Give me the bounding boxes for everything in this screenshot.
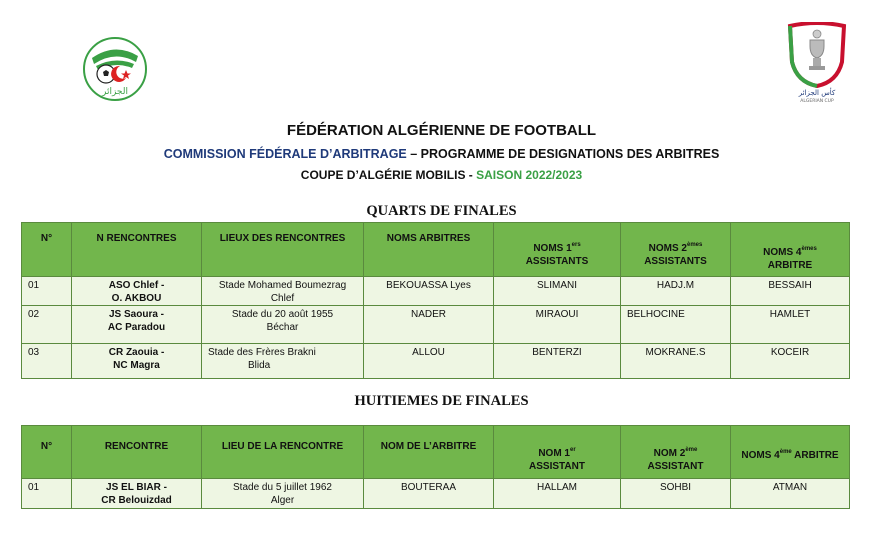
row-assistant2: BELHOCINE — [621, 306, 731, 344]
row-fourth: BESSAIH — [731, 277, 850, 306]
col-assistant1: NOM 1er ASSISTANT — [494, 426, 621, 479]
col-assistant2: NOMS 2èmes ASSISTANTS — [621, 223, 731, 277]
huitiemes-title: HUITIEMES DE FINALES — [354, 393, 529, 409]
col-venue: LIEU DE LA RENCONTRE — [202, 426, 364, 479]
col-num: N° — [22, 223, 72, 277]
svg-text:ALGERIAN CUP: ALGERIAN CUP — [800, 99, 834, 104]
row-match: CR Zaouia - NC Magra — [72, 344, 202, 379]
quarts-table — [21, 222, 850, 379]
commission-name: COMMISSION FÉDÉRALE D’ARBITRAGE — [163, 147, 407, 161]
huitiemes-table — [21, 425, 850, 509]
federation-title: FÉDÉRATION ALGÉRIENNE DE FOOTBALL — [286, 122, 597, 139]
row-assistant1: HALLAM — [494, 479, 621, 509]
row-assistant2: MOKRANE.S — [621, 344, 731, 379]
svg-text:الجزائر: الجزائر — [102, 87, 128, 97]
row-referee: ALLOU — [364, 344, 494, 379]
row-referee: BOUTERAA — [364, 479, 494, 509]
row-num: 01 — [22, 479, 72, 509]
row-assistant1: MIRAOUI — [494, 306, 621, 344]
row-fourth: HAMLET — [731, 306, 850, 344]
table-row — [22, 277, 850, 306]
col-fourth: NOMS 4èmes ARBITRE — [731, 223, 850, 277]
table-row — [22, 306, 850, 344]
svg-text:كأس الجزائر: كأس الجزائر — [798, 89, 836, 97]
row-referee: BEKOUASSA Lyes — [364, 277, 494, 306]
col-match: N RENCONTRES — [72, 223, 202, 277]
programme-name: – PROGRAMME DE DESIGNATIONS DES ARBITRES — [406, 147, 720, 161]
row-assistant1: BENTERZI — [494, 344, 621, 379]
table-row — [22, 479, 850, 509]
col-venue: LIEUX DES RENCONTRES — [202, 223, 364, 277]
row-num: 01 — [22, 277, 72, 306]
row-venue: Stade des Frères Brakni Blida — [202, 344, 364, 379]
col-num: N° — [22, 426, 72, 479]
cup-line — [0, 168, 883, 182]
season-label: SAISON 2022/2023 — [476, 168, 583, 182]
col-assistant1: NOMS 1ers ASSISTANTS — [494, 223, 621, 277]
row-match: JS Saoura - AC Paradou — [72, 306, 202, 344]
col-referee: NOMS ARBITRES — [364, 223, 494, 277]
row-fourth: ATMAN — [731, 479, 850, 509]
table-row — [22, 344, 850, 379]
row-venue: Stade du 5 juillet 1962 Alger — [202, 479, 364, 509]
commission-line — [0, 147, 883, 161]
cup-name: COUPE D’ALGÉRIE MOBILIS - — [300, 168, 477, 182]
row-fourth: KOCEIR — [731, 344, 850, 379]
algerian-cup-logo — [782, 22, 852, 104]
col-referee: NOM DE L’ARBITRE — [364, 426, 494, 479]
row-match: ASO Chlef - O. AKBOU — [72, 277, 202, 306]
row-assistant2: HADJ.M — [621, 277, 731, 306]
row-match: JS EL BIAR - CR Belouizdad — [72, 479, 202, 509]
faf-logo — [82, 36, 148, 102]
row-venue: Stade du 20 août 1955 Béchar — [202, 306, 364, 344]
row-num: 03 — [22, 344, 72, 379]
col-match: RENCONTRE — [72, 426, 202, 479]
row-num: 02 — [22, 306, 72, 344]
col-fourth: NOMS 4ème ARBITRE — [731, 426, 850, 479]
row-referee: NADER — [364, 306, 494, 344]
row-assistant2: SOHBI — [621, 479, 731, 509]
row-assistant1: SLIMANI — [494, 277, 621, 306]
quarts-title: QUARTS DE FINALES — [366, 203, 517, 219]
col-assistant2: NOM 2ème ASSISTANT — [621, 426, 731, 479]
table-header-row — [22, 426, 850, 479]
table-header-row — [22, 223, 850, 277]
row-venue: Stade Mohamed Boumezrag Chlef — [202, 277, 364, 306]
